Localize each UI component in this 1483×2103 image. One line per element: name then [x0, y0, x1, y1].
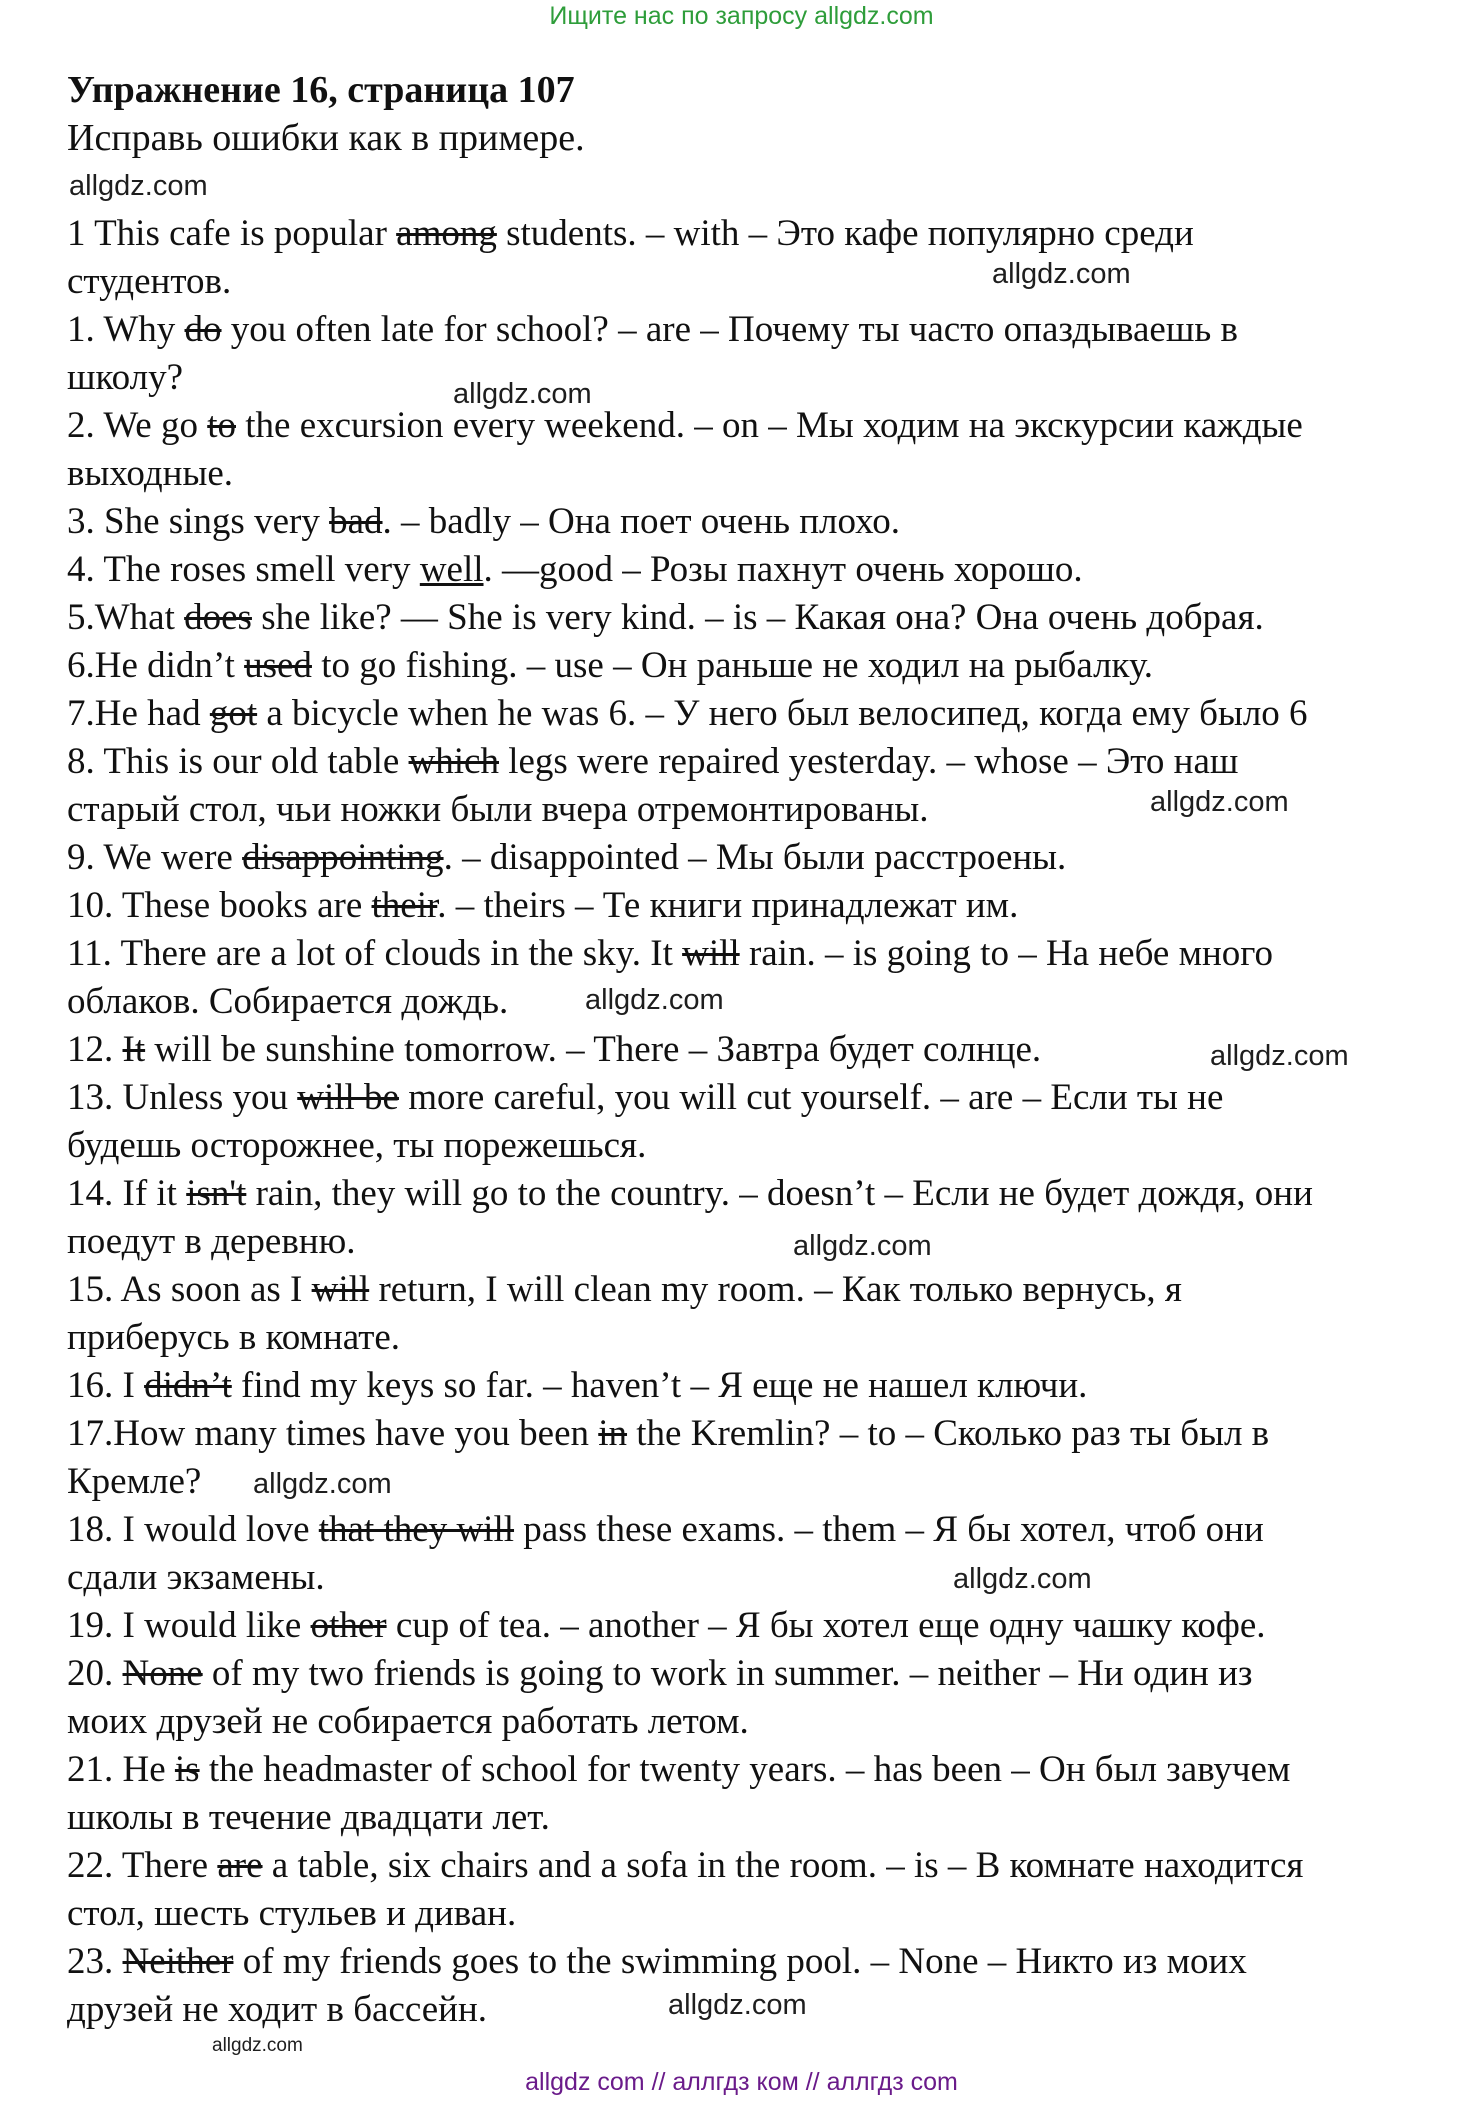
answer-line	[67, 258, 1467, 306]
line-text: 10. These books are	[67, 885, 372, 926]
answer-line	[67, 1362, 1467, 1410]
answer-line	[67, 1554, 1467, 1602]
line-text: 21. He	[67, 1749, 175, 1790]
watermark: allgdz.com	[992, 258, 1131, 290]
line-text: a table, six chairs and a sofa in the room. – is – В комнате находится	[262, 1845, 1304, 1886]
line-text: 23.	[67, 1941, 123, 1982]
answer-line	[67, 1698, 1467, 1746]
line-text: legs were repaired yesterday. – whose – Это наш	[498, 741, 1239, 782]
answer-line	[67, 1938, 1467, 1986]
line-text: . – disappointed – Мы были расстроены.	[443, 837, 1067, 878]
answer-line	[67, 1506, 1467, 1554]
answer-line	[67, 642, 1467, 690]
line-text: 17.How many times have you been	[67, 1413, 599, 1454]
line-text: друзей не ходит в бассейн.	[67, 1989, 488, 2030]
answer-lines	[67, 210, 1467, 2034]
line-text: 1. Why	[67, 309, 185, 350]
struck-error: bad	[329, 501, 383, 542]
line-text: поедут в деревню.	[67, 1221, 356, 1262]
watermark: allgdz.com	[212, 2035, 303, 2056]
line-text: студентов.	[67, 261, 232, 302]
line-text: облаков. Собирается дождь.	[67, 981, 509, 1022]
line-text: 3. She sings very	[67, 501, 330, 542]
line-text: 7.He had	[67, 693, 210, 734]
struck-error: are	[217, 1845, 263, 1886]
spacer	[67, 162, 1467, 210]
struck-error: got	[209, 693, 258, 734]
line-text: you often late for school? – are – Почему ты часто опаздываешь в	[221, 309, 1238, 350]
watermark: allgdz.com	[253, 1468, 392, 1500]
line-text: will be sunshine tomorrow. – There – Завтра будет солнце.	[145, 1029, 1042, 1070]
line-text: a bicycle when he was 6. – У него был велосипед, когда ему было 6	[257, 693, 1308, 734]
struck-error: will	[311, 1269, 370, 1310]
line-text: 1 This cafe is popular	[67, 213, 397, 254]
struck-error: do	[184, 309, 222, 350]
answer-line	[67, 1842, 1467, 1890]
line-text: find my keys so far. – haven’t – Я еще не нашел ключи.	[231, 1365, 1088, 1406]
answer-line	[67, 1266, 1467, 1314]
line-text: старый стол, чьи ножки были вчера отремонтированы.	[67, 789, 929, 830]
exercise-title: Упражнение 16, страница 107	[67, 69, 575, 111]
struck-error: will	[682, 933, 740, 974]
answer-line	[67, 402, 1467, 450]
line-text: 11. There are a lot of clouds in the sky. It	[67, 933, 683, 974]
answer-line	[67, 1122, 1467, 1170]
struck-error: among	[396, 213, 497, 254]
answer-line	[67, 210, 1467, 258]
answer-line	[67, 1314, 1467, 1362]
exercise-instruction: Исправь ошибки как в примере.	[67, 117, 585, 159]
struck-error: does	[184, 597, 252, 638]
struck-error: disappointing	[242, 837, 444, 878]
answer-line	[67, 1410, 1467, 1458]
line-text: . —good – Розы пахнут очень хорошо.	[483, 549, 1083, 590]
struck-error: which	[408, 741, 499, 782]
line-text: 8. This is our old table	[67, 741, 409, 782]
answer-line	[67, 1170, 1467, 1218]
answer-line	[67, 1650, 1467, 1698]
watermark: allgdz.com	[453, 378, 592, 410]
line-text: 13. Unless you	[67, 1077, 298, 1118]
line-text: she like? — She is very kind. – is – Какая она? Она очень добрая.	[251, 597, 1264, 638]
line-text: школы в течение двадцати лет.	[67, 1797, 550, 1838]
line-text: . – badly – Она поет очень плохо.	[382, 501, 900, 542]
answer-line	[67, 930, 1467, 978]
watermark: allgdz.com	[668, 1989, 807, 2021]
answer-line	[67, 690, 1467, 738]
struck-error: didn’t	[144, 1365, 232, 1406]
underlined-error: well	[419, 549, 484, 590]
line-text: more careful, you will cut yourself. – are – Если ты не	[398, 1077, 1224, 1118]
struck-error: other	[310, 1605, 387, 1646]
answer-line	[67, 546, 1467, 594]
line-text: return, I will clean my room. – Как только вернусь, я	[369, 1269, 1182, 1310]
watermark: allgdz.com	[1150, 786, 1289, 818]
answer-line	[67, 306, 1467, 354]
line-text: to go fishing. – use – Он раньше не ходил на рыбалку.	[311, 645, 1154, 686]
struck-error: used	[244, 645, 312, 686]
answer-line	[67, 1602, 1467, 1650]
answer-line	[67, 450, 1467, 498]
line-text: школу?	[67, 357, 183, 398]
bottom-banner-link[interactable]: allgdz com // аллгдз ком // аллгдз com	[525, 2068, 958, 2096]
line-text: cup of tea. – another – Я бы хотел еще одну чашку кофе.	[386, 1605, 1266, 1646]
struck-error: their	[371, 885, 438, 926]
struck-error: will be	[297, 1077, 399, 1118]
answer-line	[67, 1218, 1467, 1266]
line-text: 2. We go	[67, 405, 208, 446]
answer-line	[67, 882, 1467, 930]
line-text: 19. I would like	[67, 1605, 311, 1646]
line-text: 16. I	[67, 1365, 145, 1406]
line-text: сдали экзамены.	[67, 1557, 325, 1598]
watermark: allgdz.com	[69, 170, 208, 202]
line-text: 5.What	[67, 597, 185, 638]
struck-error: Neither	[122, 1941, 234, 1982]
line-text: 4. The roses smell very	[67, 549, 420, 590]
answer-line	[67, 1890, 1467, 1938]
answer-line	[67, 978, 1467, 1026]
struck-error: is	[174, 1749, 200, 1790]
answer-line	[67, 834, 1467, 882]
struck-error: It	[122, 1029, 146, 1070]
line-text: 6.He didn’t	[67, 645, 245, 686]
watermark: allgdz.com	[585, 984, 724, 1016]
line-text: of my two friends is going to work in summer. – neither – Ни один из	[202, 1653, 1253, 1694]
line-text: the headmaster of school for twenty years. – has been – Он был завучем	[199, 1749, 1291, 1790]
answer-line	[67, 1794, 1467, 1842]
line-text: pass these exams. – them – Я бы хотел, чтоб они	[514, 1509, 1264, 1550]
struck-error: in	[598, 1413, 628, 1454]
line-text: rain. – is going to – На небе много	[739, 933, 1274, 974]
answer-line	[67, 354, 1467, 402]
line-text: выходные.	[67, 453, 234, 494]
watermark: allgdz.com	[953, 1563, 1092, 1595]
line-text: rain, they will go to the country. – doesn’t – Если не будет дождя, они	[246, 1173, 1313, 1214]
answer-line	[67, 1746, 1467, 1794]
line-text: 22. There	[67, 1845, 218, 1886]
line-text: students. – with – Это кафе популярно среди	[496, 213, 1194, 254]
answer-line	[67, 594, 1467, 642]
line-text: the Kremlin? – to – Сколько раз ты был в	[627, 1413, 1270, 1454]
answer-line	[67, 1074, 1467, 1122]
line-text: будешь осторожнее, ты порежешься.	[67, 1125, 647, 1166]
struck-error: None	[122, 1653, 203, 1694]
line-text: 14. If it	[67, 1173, 187, 1214]
watermark: allgdz.com	[793, 1230, 932, 1262]
line-text: 9. We were	[67, 837, 243, 878]
line-text: 18. I would love	[67, 1509, 319, 1550]
answer-line	[67, 498, 1467, 546]
line-text: 20.	[67, 1653, 123, 1694]
line-text: Кремле?	[67, 1461, 202, 1502]
struck-error: isn't	[186, 1173, 247, 1214]
watermark: allgdz.com	[1210, 1040, 1349, 1072]
struck-error: that they will	[318, 1509, 515, 1550]
line-text: стол, шесть стульев и диван.	[67, 1893, 517, 1934]
answer-line	[67, 738, 1467, 786]
line-text: the excursion every weekend. – on – Мы ходим на экскурсии каждые	[236, 405, 1303, 446]
top-banner-link[interactable]: Ищите нас по запросу allgdz.com	[549, 2, 934, 30]
line-text: приберусь в комнате.	[67, 1317, 401, 1358]
line-text: 15. As soon as I	[67, 1269, 312, 1310]
line-text: of my friends goes to the swimming pool. – None – Никто из моих	[233, 1941, 1247, 1982]
line-text: 12.	[67, 1029, 123, 1070]
line-text: моих друзей не собирается работать летом.	[67, 1701, 749, 1742]
line-text: . – theirs – Те книги принадлежат им.	[437, 885, 1019, 926]
struck-error: to	[207, 405, 236, 446]
